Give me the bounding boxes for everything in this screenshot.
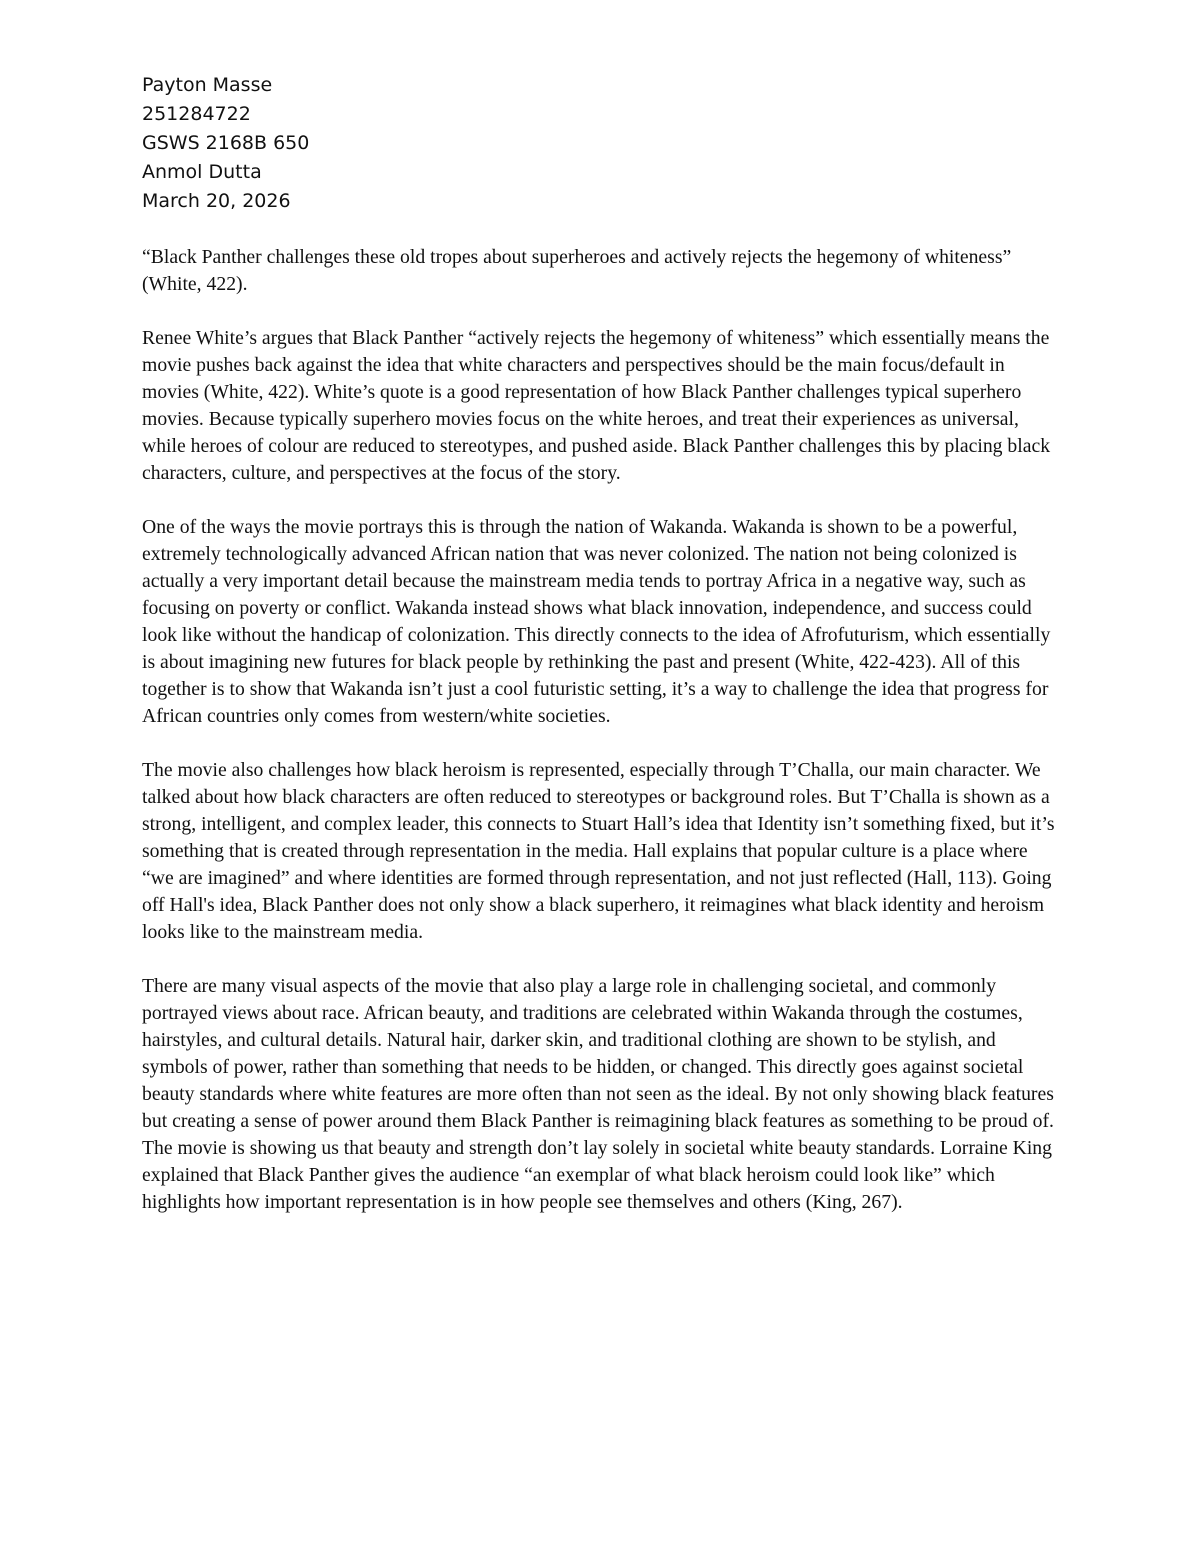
course-code: GSWS 2168B 650 <box>142 132 310 154</box>
header-block <box>142 71 309 216</box>
body-paragraph: One of the ways the movie portrays this is through the nation of Wakanda. Wakanda is shown to be a powerful, extremely technologically advanced African nation that was never colonized. The nation not being colonized is actually a very important detail because the mainstream media tends to portray Africa in a negative way, such as focusing on poverty or conflict. Wakanda instead shows what black innovation, independence, and success could look like without the handicap of colonization. This directly connects to the idea of Afrofuturism, which essentially is about imagining new futures for black people by rethinking the past and present (White, 422-423). All of this together is to show that Wakanda isn’t just a cool futuristic setting, it’s a way to challenge the idea that progress for African countries only comes from western/white societies. <box>142 516 1051 727</box>
quote-paragraph: “Black Panther challenges these old tropes about superheroes and actively rejects the hegemony of whiteness” (White, 422). <box>142 246 1012 295</box>
author-name: Payton Masse <box>142 74 273 96</box>
body-paragraph: Renee White’s argues that Black Panther “actively rejects the hegemony of whiteness” which essentially means the movie pushes back against the idea that white characters and perspectives should be the main focus/default in movies (White, 422). White’s quote is a good representation of how Black Panther challenges typical superhero movies. Because typically superhero movies focus on the white heroes, and treat their experiences as universal, while heroes of colour are reduced to stereotypes, and pushed aside. Black Panther challenges this by placing black characters, culture, and perspectives at the focus of the story. <box>142 327 1051 484</box>
student-number: 251284722 <box>142 103 251 125</box>
document-date: March 20, 2026 <box>142 190 291 212</box>
essay-body <box>142 244 1062 1216</box>
body-paragraph: There are many visual aspects of the movie that also play a large role in challenging societal, and commonly portrayed views about race. African beauty, and traditions are celebrated within Wakanda through the costumes, hairstyles, and cultural details. Natural hair, darker skin, and traditional clothing are shown to be stylish, and symbols of power, rather than something that needs to be hidden, or changed. This directly goes against societal beauty standards where white features are more often than not seen as the ideal. By not only showing black features but creating a sense of power around them Black Panther is reimagining black features as something to be proud of. The movie is showing us that beauty and strength don’t lay solely in societal white beauty standards. Lorraine King explained that Black Panther gives the audience “an exemplar of what black heroism could look like” which highlights how important representation is in how people see themselves and others (King, 267). <box>142 975 1054 1213</box>
instructor-name: Anmol Dutta <box>142 161 262 183</box>
body-paragraph: The movie also challenges how black heroism is represented, especially through T’Challa, our main character. We talked about how black characters are often reduced to stereotypes or background roles. But T’Challa is shown as a strong, intelligent, and complex leader, this connects to Stuart Hall’s idea that Identity isn’t something fixed, but it’s something that is created through representation in the media. Hall explains that popular culture is a place where “we are imagined” and where identities are formed through representation, and not just reflected (Hall, 113). Going off Hall's idea, Black Panther does not only show a black superhero, it reimagines what black identity and heroism looks like to the mainstream media. <box>142 759 1055 943</box>
